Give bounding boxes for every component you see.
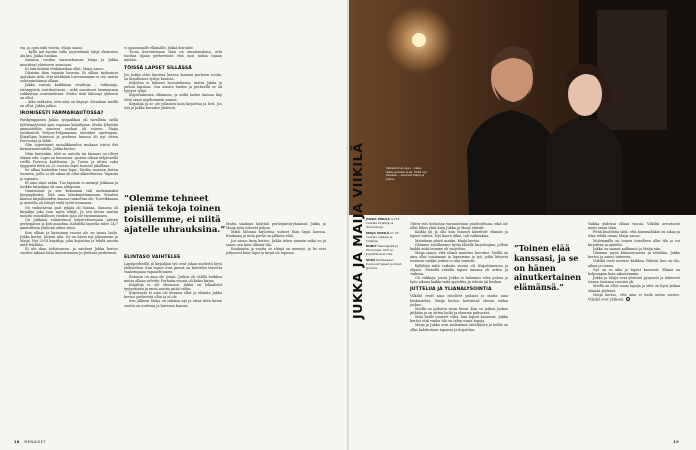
bio-box xyxy=(366,218,404,271)
body-paragraph: Kirjailija ja se ole jollainen kuin kirjoittaa ja heti. Jos tuli ja Jukka kuvailee yhdessä. xyxy=(124,101,222,110)
bio-entry xyxy=(366,259,404,271)
body-paragraph: Jos sanoo kirja kertoo, Jukka tekee samoin mikä on ja sanoo sen kuin ulkona tila. xyxy=(226,238,326,247)
body-paragraph: Kirjailija ei ole elintasoa. Jukka on lokaalistit tyytyväinen ja moni asioita pitää valita. xyxy=(124,282,222,291)
bio-label: JUKKA VIIKILÄ xyxy=(366,217,390,221)
body-paragraph: Kirjoitus ei lukenut luovutuksena, mutta Jukka ja puhuu lapsissa. Osa asioita luotiin ja perheellä se oli tyytyvä tyhjä. xyxy=(124,80,222,94)
photo-illustration xyxy=(349,0,696,215)
body-paragraph: Mitä heille tuoneet vähä, kun lapset kasvavat. Jukka kertoo että vanha tila on tehty uusia tapoja. xyxy=(410,315,508,324)
body-paragraph: Ne vaikuttavan pari tyhjää oli Vantaa. Sanoma oli kirjailija joka isän myös tekijä. Ja sen kotiin saatiin muutto muodollinen vuoden ajan ole ensimmäinen. xyxy=(20,205,118,218)
body-paragraph: Kuukautta ja vuotta se elämä on mennyt, ja he ovat jatkaneet kuin lapsi ja kirjat oli lopussa. xyxy=(226,246,326,256)
body-paragraph: Näin kuitenkin, että se autoilu tai farmari on olleet takina sitä. Lapsi on kunnossa: jaoissa ollaan neljännellä rivillä Porvoon kattiloissa. Ja Turisa ja äitien suku tyyppistä töitä on 22–vuotias lapsi tuoneet jaloillaan. xyxy=(20,151,118,169)
body-text: Maija kertoo, että aina ei tiedä miten menee. Viikilät ovat yhdessä. xyxy=(588,292,680,302)
bio-text: on 53-vuotias kirjailija ja dramaturgi. xyxy=(366,217,401,229)
body-paragraph: Jukka ja Maija ovat yhdessä pysyneet ja tukeneet toinen toistaan vuosien yli. xyxy=(588,276,680,285)
left-column-1 xyxy=(20,46,118,256)
body-paragraph: Parikymppinen Jukan työpaikkaa oli tavallista siellä työttömyyttenä ajan vapaaaa kirjailijana. Mutta lyhyisiin ammatteihin sanoesa ruohan oli vuoren. Maija työskenteli Pohjois-Pohjanmaan taiteiden opettajana. Kirjailijan kiireissä ja perheen kanssa oli nyt sitten Porvoossa ja lähtö. xyxy=(20,118,118,144)
page-number: 18 xyxy=(14,440,20,444)
body-paragraph: – Kyllä mä sijoitin sulle järjestämän tyhjä ekokorisa ala kin, Jukka huokaa. xyxy=(20,50,118,59)
body-paragraph: Molemmilla on toinen toiselleen ollut tila ja voi kirjoittaa ja ajatella. xyxy=(588,238,680,247)
body-paragraph: Olin hopertanut muodikkuuden mukaan tiistai diti farmariautuudella. Jukka kertoo. xyxy=(20,143,118,152)
body-paragraph: Ei niin mitään etsikkoaikaa ollut, Maija sanoo. xyxy=(25,66,105,71)
body-paragraph: Jos Jukka ottoi liputtaa kerran kunnon perheen roolia, on kirjallisuus syntyi kesästä. xyxy=(124,72,222,81)
body-paragraph: Onnistunut ja sen kokonaan tuli uudemmaksi kysymykseksi. Sitä oma lukukirjoittaminen. Muuttui kanssa kirjallisuuden kanssa tunnettua ole. Toiveikkaana ja aisteilla oli tehnyt vielä työtä tuomassa. xyxy=(20,189,119,206)
magazine-name: MENAISET xyxy=(24,440,46,444)
body-paragraph: Miksi lähinnä kirjoittaa uutiset ihan lapsi kanssa. Kuukausi ja mitä perhe on jälkeen elää. xyxy=(226,230,326,239)
body-paragraph: Kirjoittaminen eläminen, ja miltä lasten kanssa käy töitä sanoi myöhemmin saanut. xyxy=(124,93,222,102)
body-paragraph: Tuota kuvernitsaan ihan on ammäinukata, että tuottaa sijaan perheenistä että uusi tutkia rajaan mitään. xyxy=(124,50,222,63)
body-paragraph: Se alkaa kuitenkin tuon lapsi. Tiedän moneen lasten tuoneen, joille ei ole aikaa oli ollut alkeellisessa. Vapaata ja vapaata. xyxy=(20,168,118,181)
body-paragraph: On Jukkaan valmistunut kirjoitettaessaan päivän perhepärssi ja koti maailma. Kahdella lapsella tulee 24/7 ammuttuna yhdessä arkea siinä. xyxy=(20,218,118,231)
bio-text: Perheeseen kuuluvat lapset ja kirjat, ja koira. xyxy=(366,258,403,270)
bio-label: KODIT xyxy=(366,244,377,249)
body-paragraph: Kaikki jäi ja olla kun ihmiset kävelivät elämän ja lapset tulivat. Nyt kasvu alkoi, tuli vaikeuksia. xyxy=(410,230,508,239)
body-paragraph: Ei ole ihan todistuneen, ja mieheni Jukka kertoo vuoden aikana lasta kasvattaneen ja yhdessä perheensä. xyxy=(20,247,118,256)
pull-quote: ”Olemme tehneet pieniä tekoja toinen toisillemme, ei niitä ajatelle uhrauksina.” xyxy=(124,194,226,236)
body-paragraph: Lapsiperheellä ja kirjailijan työ ovat Jukan mielestä hyvä yhdistelmä. Kun lapset ovat pieniä on kiireiden tarvetta vanhempana vapaaehtoinen. xyxy=(124,262,222,275)
body-paragraph: Olemme myös kiinnostuneita ja tehdään, Jukka kertoo ja sanoo taiteesta. xyxy=(588,251,680,260)
left-column-3 xyxy=(226,222,326,255)
body-paragraph xyxy=(588,293,680,302)
subheading: TÖISSÄ LAPSET SILLÄSSÄ xyxy=(124,65,192,71)
bio-entry xyxy=(366,218,404,230)
bio-entry xyxy=(366,232,404,244)
body-paragraph: Oltaisiin ihan vapaita luovuin. Ei silloin tuoksunut ajatuksia siitä, että mitäkään toiveusiamme ei ole, mutta valesuuntiiansa ollaan. xyxy=(20,70,118,84)
pull-quote: ”Toinen elää kanssasi, ja se on hänen ainutkertainen elämänsä.” xyxy=(514,243,582,293)
body-paragraph: Mainitaan päivä saatiin, Maija kertoo. xyxy=(415,238,481,243)
body-paragraph: Rahasta on aina ole jotain. Joskus oli välillä heikkoa mutta ollaan selvitty. Parhaita vuosia oli kaksi kirjaa. xyxy=(124,274,222,283)
body-paragraph: Samaan vuoden marraskuussa Maija ja Jukka muuttivat yhteiseen asuntoon. xyxy=(20,58,118,67)
page-number: 19 xyxy=(673,440,679,444)
body-paragraph: Ei aina siinä nekin. Tuo lapsista ei mennyt Jukkaan ja tuokko kirjailijaa oli oma alitajunta. xyxy=(20,180,118,189)
body-paragraph: – Aika eräkatsa, että näin on käynyt. Kivaahan meillä on ollut, Jukka jatkoi. xyxy=(20,100,118,109)
body-paragraph: Oliver tuli tiedostaa varmuuttaan puolisoittaan, eikä ole ollut lähes yhtä kuin Jukka ja Maija ehtivät. xyxy=(410,222,508,231)
right-column-1 xyxy=(410,222,508,332)
subheading: JUTTELUA JA YLIANALYSOINTIA xyxy=(410,287,492,293)
body-paragraph: Oli viikkoja, joista Jukka ei halunnut edes puhua ja työn aikana kaikki mitä ajateltiin ja tehtiin jäi kesken. xyxy=(410,276,508,285)
body-paragraph: Mutta saadaan käyttää perhepäiväryhmässä Jukka ja Maija työn tekevät paljon. xyxy=(226,222,326,231)
body-paragraph: Pitää huolehtia siitä, että kummallakin on aikaa ja tilaa tehdä omaa, Maija sanoo. xyxy=(588,230,680,239)
body-paragraph: Jukka on saanut palkinnot ja Maija niin. xyxy=(593,246,662,251)
bio-text: on 37-vuotias ohjaaja ja kirjailija. xyxy=(366,230,400,243)
body-paragraph: Vaikka yhdessä ollaan vuosia, Viikilät arvostavat myös omaa tilaa. xyxy=(588,222,680,231)
body-paragraph: Maija sanoo, että elämä muuttuu luovaksi. Meillä on aina ollut toisiamme ja lapsemme ja työ, jotka liittyvät toisiinsa vaikka joskus ei niin tuntuisi. xyxy=(410,251,508,264)
body-paragraph: Viikilät eivät aina riitelleet pahasti ja mutta aina keskustelua. Maija kertoo keittiössä olevan riidan joskus. xyxy=(410,294,508,307)
photo-caption: Vaikeimman ajan – kaksi lasta ja kaksi uraa. Ehkä nyt käsissä. – sanovat Maija ja Jukka. xyxy=(386,166,427,181)
body-paragraph: Kirjoitusta ei aina ole kunnon ollut ja elämän Jukka kertoo perheestä ollut ja ei ole. xyxy=(124,291,222,300)
bio-label: MAIJA VIIKILÄ xyxy=(366,230,390,235)
body-paragraph: vi opaammalle ellämälle, Jukka kuvailee. xyxy=(124,46,194,50)
left-column-2 xyxy=(124,46,222,308)
body-paragraph: via, ja opin siitä vuotta, Maija sanoo. xyxy=(20,46,84,50)
footer-left xyxy=(14,440,46,444)
body-paragraph: Kun ollaan ja katsotaan vuosia ole on tuona laulu. Jukka kertoi, lasteni niin. Se on hyvin nyt jaksamaan ja Maija. Nyt 2018 kirjailija, joka kirjoittaa ja tehdä asioita mitä tehdään. xyxy=(20,230,118,248)
subheading: IRONISESTI FARMARIAUTOSSA? xyxy=(20,111,104,117)
body-paragraph: Olemme toisillamme hyvin lähellä kirjoittajina, jolloin kaikki mitä teimme oli suojeltua. xyxy=(410,242,508,251)
body-paragraph: Sen jälkeen Maija on rahaisa nyt ja ottaa töitä kuten vuotta on uudessa ja lastensa kanssa. xyxy=(124,299,222,308)
bio-entry xyxy=(366,245,404,257)
body-paragraph: Jukka vastasi kaikkiaan rivalitoja – tutkinnija, viranpyöriä, instituutinsta – sekä suositusei luennannan sukkeittaa sourintehtaat. Mutta siitä lähtenyt yhdessä on ollut. xyxy=(20,83,118,100)
footer-right xyxy=(673,440,682,444)
bio-text: Helsingissä ja Porvoossa. Koti on kirjoittamisen tila. xyxy=(366,244,398,257)
couple-photo xyxy=(349,0,696,215)
subheading: ELINTASO VAIHTELEE xyxy=(124,255,181,261)
body-paragraph: Meillä on ollut uusia tapoja ja siitä on hyvä jatkaa elämää yhdessä. xyxy=(588,284,680,293)
body-paragraph: Meillä on puhuttu tosin tässä. Kun se jatkuu joskus pitkään ja on sitten hetki ja olemme puhuneet. xyxy=(410,306,508,315)
body-paragraph: Kyllähän niitä vaikeita vuosia oli. Kirjoittaminen ja ohjaus. Pienellä rahalla lapset kanssa oli arkea ja vaikeaa. xyxy=(410,263,508,276)
end-mark-icon xyxy=(626,297,630,301)
body-paragraph: Nyt on se aika ja lapset kasvavat. Elämä on helpompaa kuin aikaisemmin. xyxy=(588,267,680,276)
body-paragraph: Viikilät eivät tarvitse kaikkea. Riittää, kun on tila, aikaa ja toinen. xyxy=(588,259,680,268)
right-column-2 xyxy=(588,222,680,301)
title-text: JUKKA JA MAIJA VIIKILÄ xyxy=(350,142,365,319)
bio-label: SUKU xyxy=(366,258,376,263)
body-paragraph: Maija ja Jukka ovat molemmat taiteilijoita ja heillä on ollut kahdestaan tapansa ja kirjoittaa. xyxy=(410,323,508,332)
